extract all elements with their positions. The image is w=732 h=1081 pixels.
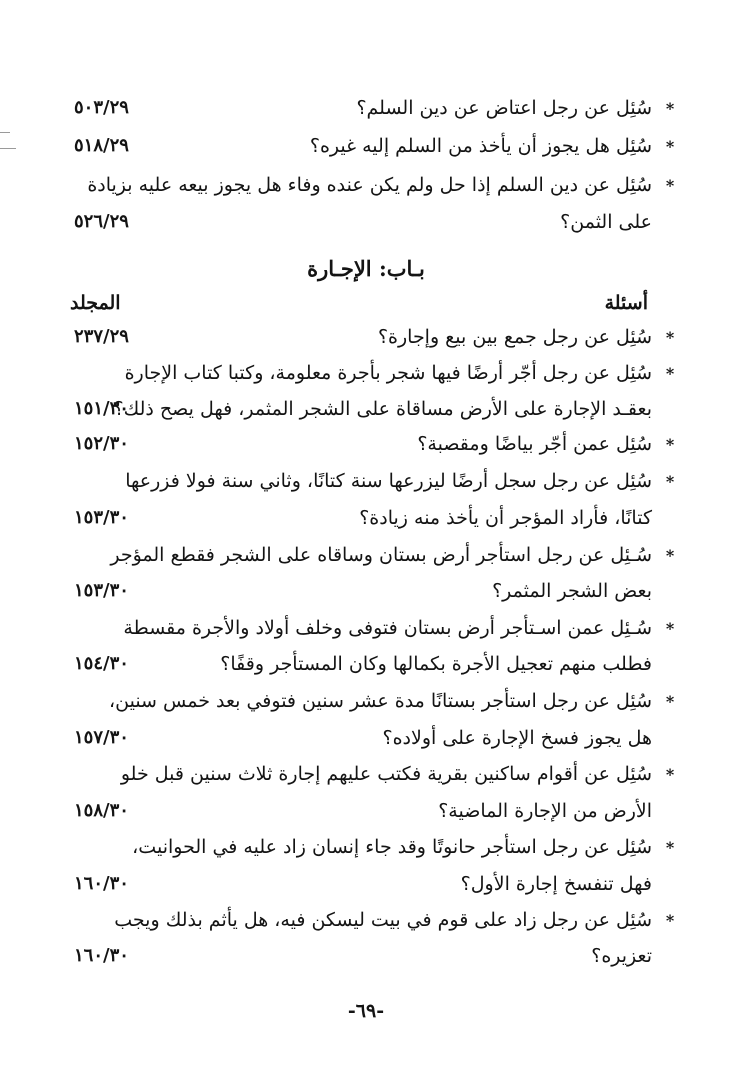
volume-page-ref: ٥١٨/٢٩ bbox=[74, 135, 129, 156]
question-line-continued: بعقـد الإجارة على الأرض مساقاة على الشجر المثمر، فهل يصح ذلك؟ bbox=[113, 398, 652, 420]
bullet-asterisk-icon: * bbox=[665, 911, 675, 930]
question-line: *سُئِل عن رجل زاد على قوم في بيت ليسكن فيه، هل يأثم بذلك ويجب bbox=[114, 905, 680, 936]
bullet-asterisk-icon: * bbox=[665, 692, 675, 711]
column-header-questions: أسئلة bbox=[604, 292, 648, 314]
question-line: *سُئِل عن رجل أجّر أرضًا فيها شجر بأجرة معلومة، وكتبا كتاب الإجارة bbox=[125, 358, 680, 389]
question-line: *سُئِل عمن أجّر بياضًا ومقصبة؟ bbox=[417, 429, 680, 460]
volume-page-ref: ١٥٣/٣٠ bbox=[74, 507, 129, 528]
volume-page-ref: ١٥٢/٣٠ bbox=[74, 433, 129, 454]
volume-page-ref: ١٥٧/٣٠ bbox=[74, 727, 129, 748]
question-line-continued: هل يجوز فسخ الإجارة على أولاده؟ bbox=[382, 727, 652, 749]
margin-mark bbox=[0, 148, 16, 149]
question-line: *سُـئِل عن رجل استأجر أرض بستان وساقاه على الشجر فقطع المؤجر bbox=[110, 540, 680, 571]
volume-page-ref: ١٦٠/٣٠ bbox=[74, 873, 129, 894]
volume-page-ref: ٥٠٣/٢٩ bbox=[74, 97, 129, 118]
volume-page-ref: ١٥٤/٣٠ bbox=[74, 653, 129, 674]
volume-page-ref: ١٥٨/٣٠ bbox=[74, 800, 129, 821]
bullet-asterisk-icon: * bbox=[665, 364, 675, 383]
question-line: *سُـئِل عمن اسـتأجر أرض بستان فتوفى وخلف أولاد والأجرة مقسطة bbox=[123, 613, 680, 644]
question-line: *سُئِل عن دين السلم إذا حل ولم يكن عنده وفاء هل يجوز بيعه عليه بزيادة bbox=[87, 170, 680, 201]
bullet-asterisk-icon: * bbox=[665, 765, 675, 784]
page-number: -٦٩- bbox=[347, 1000, 385, 1022]
bullet-asterisk-icon: * bbox=[665, 619, 675, 638]
volume-page-ref: ١٥١/٣٠ bbox=[74, 398, 129, 419]
bullet-asterisk-icon: * bbox=[665, 838, 675, 857]
question-line-continued: تعزيره؟ bbox=[591, 945, 652, 967]
column-header-volume: المجلد bbox=[70, 292, 121, 314]
bullet-asterisk-icon: * bbox=[665, 328, 675, 347]
margin-mark bbox=[0, 132, 10, 133]
volume-page-ref: ٢٣٧/٢٩ bbox=[74, 326, 129, 347]
question-line: *سُئِل عن رجل جمع بين بيع وإجارة؟ bbox=[378, 322, 680, 353]
question-line-continued: فطلب منهم تعجيل الأجرة بكمالها وكان المستأجر وقفًا؟ bbox=[220, 653, 652, 675]
question-line-continued: الأرض من الإجارة الماضية؟ bbox=[438, 800, 652, 822]
section-title: بـاب: الإجـارة bbox=[307, 256, 425, 281]
volume-page-ref: ٥٢٦/٢٩ bbox=[74, 211, 129, 232]
question-line: *سُئِل عن رجل اعتاض عن دين السلم؟ bbox=[356, 93, 680, 124]
question-line: *سُئِل عن أقوام ساكنين بقرية فكتب عليهم إجارة ثلاث سنين قبل خلو bbox=[121, 759, 680, 790]
question-line: *سُئِل عن رجل استأجر بستانًا مدة عشر سنين فتوفي بعد خمس سنين، bbox=[109, 686, 680, 717]
bullet-asterisk-icon: * bbox=[665, 176, 675, 195]
question-line-continued: بعض الشجر المثمر؟ bbox=[492, 580, 652, 602]
question-line-continued: على الثمن؟ bbox=[560, 211, 652, 233]
question-line-continued: كتانًا، فأراد المؤجر أن يأخذ منه زيادة؟ bbox=[359, 507, 652, 529]
volume-page-ref: ١٥٣/٣٠ bbox=[74, 580, 129, 601]
bullet-asterisk-icon: * bbox=[665, 472, 675, 491]
bullet-asterisk-icon: * bbox=[665, 137, 675, 156]
question-line: *سُئِل هل يجوز أن يأخذ من السلم إليه غيره؟ bbox=[310, 131, 680, 162]
volume-page-ref: ١٦٠/٣٠ bbox=[74, 945, 129, 966]
question-line-continued: فهل تنفسخ إجارة الأول؟ bbox=[460, 873, 652, 895]
question-line: *سُئِل عن رجل سجل أرضًا ليزرعها سنة كتانًا، وثاني سنة فولا فزرعها bbox=[125, 466, 680, 497]
bullet-asterisk-icon: * bbox=[665, 99, 675, 118]
question-line: *سُئِل عن رجل استأجر حانوتًا وقد جاء إنسان زاد عليه في الحوانيت، bbox=[132, 832, 680, 863]
bullet-asterisk-icon: * bbox=[665, 435, 675, 454]
bullet-asterisk-icon: * bbox=[665, 546, 675, 565]
